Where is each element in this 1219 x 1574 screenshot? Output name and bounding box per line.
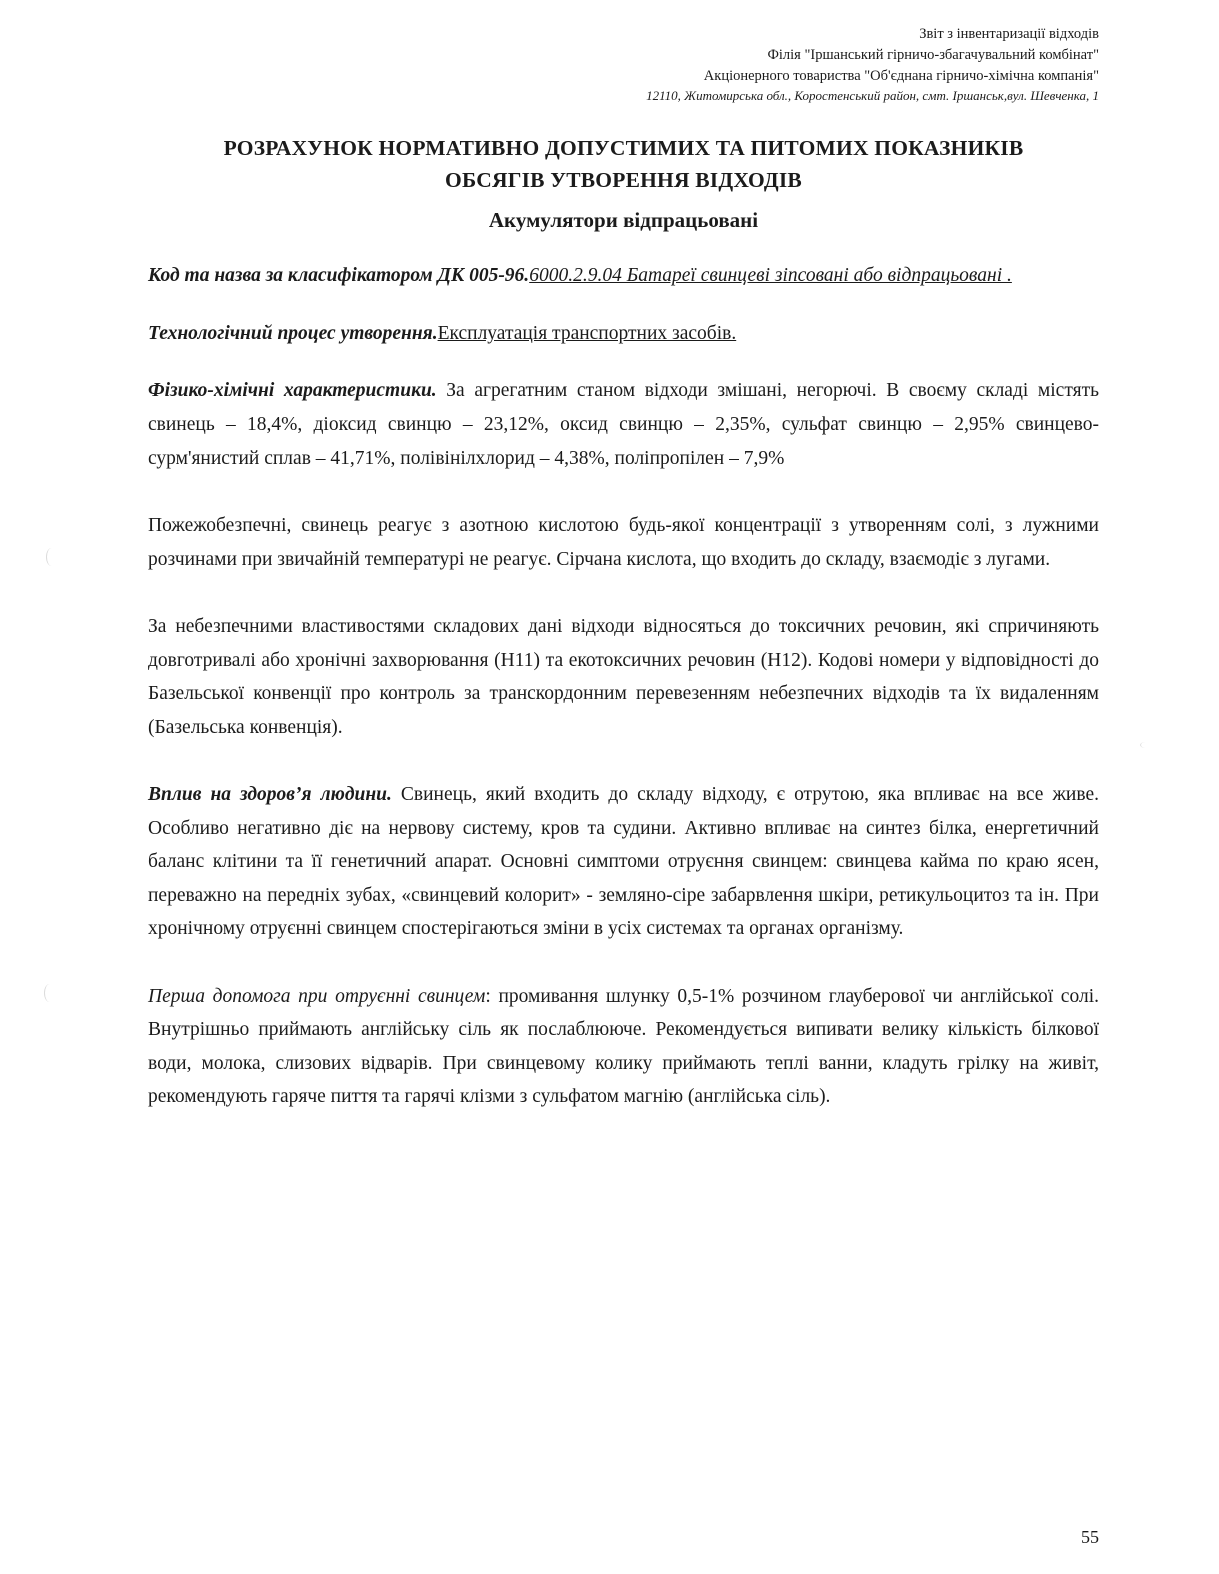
header-address: 12110, Житомирська обл., Коростенський район, смт. Іршанськ,вул. Шевченка, 1 bbox=[646, 88, 1099, 104]
title-subtitle: Акумулятори відпрацьовані bbox=[488, 208, 759, 233]
header-report-title: Звіт з інвентаризації відходів bbox=[919, 26, 1099, 42]
first-aid-value: : промивання шлунку 0,5-1% розчином глауберової чи англійської солі. Внутрішньо приймають англійську сіль як послаблююче. Рекомендується випивати велику кількість білкової води, молока, слизових відварів. При свинцевому колику приймають теплі ванни, кладуть грілку на живіт, рекомендують гаряче пиття та гарячі клізми з сульфатом магнію (англійська сіль). bbox=[148, 985, 1099, 1108]
process-label: Технологічний процес утворення. bbox=[148, 322, 438, 344]
process-value: Експлуатація транспортних засобів. bbox=[437, 322, 737, 344]
title-line-1: РОЗРАХУНОК НОРМАТИВНО ДОПУСТИМИХ ТА ПИТОМИХ ПОКАЗНИКІВ bbox=[223, 135, 1024, 160]
hazard-properties-paragraph: За небезпечними властивостями складових дані відходи відносяться до токсичних речовин, які спричиняють довготривалі або хронічні захворювання (Н11) та екотоксичних речовин (Н12). Кодові номери у відповідності до Базельської конвенції про контроль за транскордонним перевезенням небезпечних відходів та їх видаленням (Базельська конвенція). bbox=[148, 616, 1099, 738]
classifier-code-value: 6000.2.9.04 Батареї свинцеві зіпсовані або відпрацьовані . bbox=[529, 265, 1012, 287]
health-impact-label: Вплив на здоров’я людини. bbox=[148, 784, 392, 806]
page-number: 55 bbox=[1081, 1527, 1099, 1547]
document-header bbox=[148, 24, 1099, 106]
fire-safety-paragraph: Пожежобезпечні, свинець реагує з азотною кислотою будь-якої концентрації з утворенням солі, з лужними розчинами при звичайній температурі не реагує. Сірчана кислота, що входить до складу, взаємодіє з лугами. bbox=[148, 515, 1099, 570]
page-title bbox=[148, 132, 1099, 234]
physchem-value: За агрегатним станом відходи змішані, негорючі. В своєму складі містять свинець – 18,4%, діоксид свинцю – 23,12%, оксид свинцю – 2,35%, сульфат свинцю – 2,95% свинцево-сурм'янистий сплав – 41,71%, полівінілхлорид – 4,38%, поліпропілен – 7,9% bbox=[148, 380, 1099, 469]
health-impact-value: Свинець, який входить до складу відходу, є отрутою, яка впливає на все живе. Особливо негативно діє на нервову систему, кров та судини. Активно впливає на синтез білка, енергетичний баланс клітини та її генетичний апарат. Основні симптоми отруєння свинцем: свинцева кайма по краю ясен, переважно на передніх зубах, «свинцевий колорит» - земляно-сіре забарвлення шкіри, ретикульоцитоз та ін. При хронічному отруєнні свинцем спостерігаються зміни в усіх системах та органах організму. bbox=[148, 784, 1099, 940]
physchem-paragraph bbox=[148, 374, 1099, 475]
health-impact-paragraph bbox=[148, 778, 1099, 946]
physchem-label: Фізико-хімічні характеристики. bbox=[148, 380, 437, 402]
scan-artifact-icon bbox=[46, 548, 57, 566]
header-branch-name: Філія "Іршанський гірничо-збагачувальний комбінат" bbox=[767, 47, 1099, 64]
process-paragraph bbox=[148, 317, 1099, 351]
header-company-name: Акціонерного товариства "Об'єднана гірничо-хімічна компанія" bbox=[703, 68, 1099, 85]
classifier-code-label: Код та назва за класифікатором ДК 005-96. bbox=[148, 265, 530, 287]
scan-artifact-icon bbox=[44, 984, 55, 1002]
title-line-2: ОБСЯГІВ УТВОРЕННЯ ВІДХОДІВ bbox=[445, 168, 802, 193]
first-aid-label: Перша допомога при отруєнні свинцем bbox=[148, 985, 486, 1007]
scan-artifact-icon bbox=[1140, 742, 1151, 748]
first-aid-paragraph bbox=[148, 980, 1099, 1114]
classifier-code-paragraph bbox=[148, 259, 1099, 293]
